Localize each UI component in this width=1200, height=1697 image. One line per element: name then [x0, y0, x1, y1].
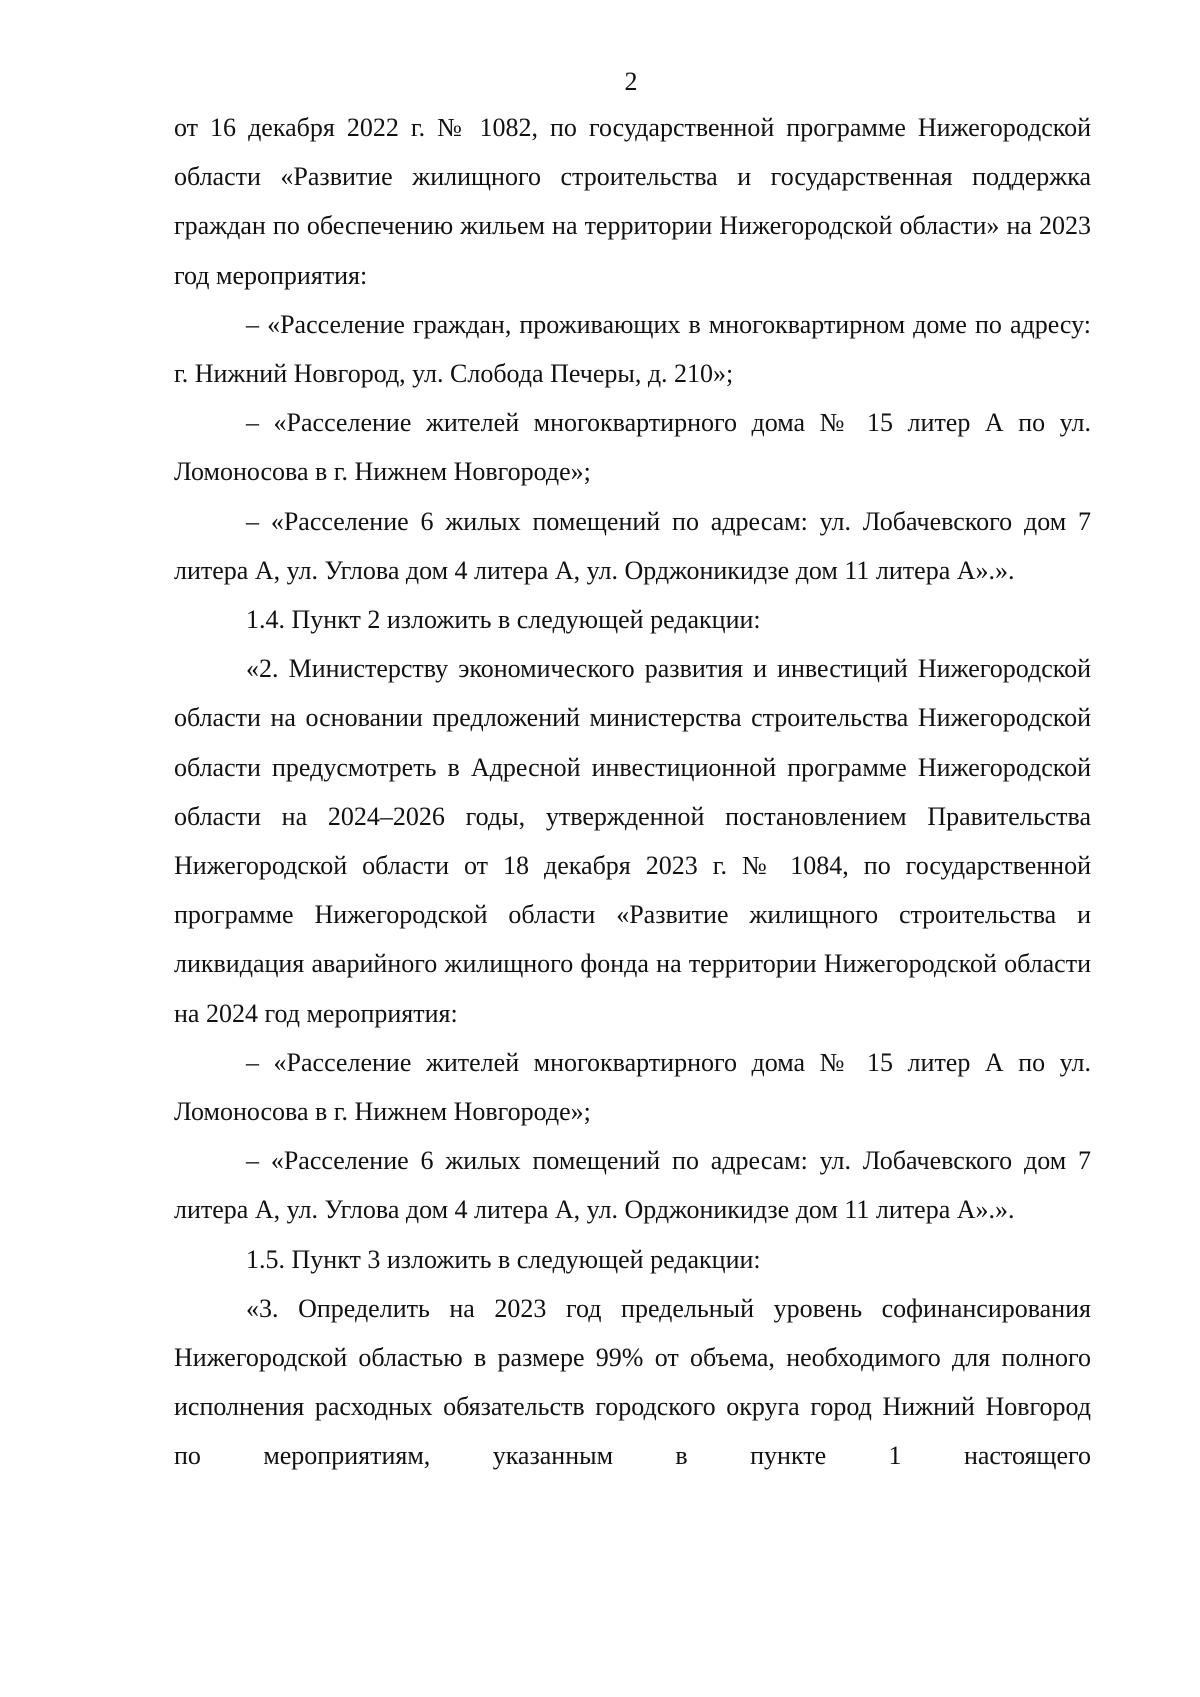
clause-2-text: «2. Министерству экономического развития и инвестиций Нижегородской области на основании предложений министерства строительства Нижегородской области предусмотреть в Адресной инвестиционной программе Нижегородской области на 2024–2026 годы, утвержденной постановлением Правительства Нижегородской области от 18 декабря 2023 г. № 1084, по государственной программе Нижегородской области «Развитие жилищного строительства и ликвидация аварийного жилищного фонда на территории Нижегородской области на 2024 год мероприятия: — [174, 654, 1091, 1028]
page-number: 2 — [624, 67, 638, 96]
clause-3-text: «3. Определить на 2023 год предельный уровень софинансирования Нижегородской областью в размере 99% от объема, необходимого для полного исполнения расходных обязательств городского округа город Нижний Новгород по мероприятиям, указанным в пункте 1 настоящего — [174, 1293, 1091, 1471]
list-item-resettlement-lomonosova-2: – «Расселение жителей многоквартирного дома № 15 литер А по ул. Ломоносова в г. Нижнем Новгороде»; — [174, 1047, 1091, 1127]
list-item-resettlement-lomonosova: – «Расселение жителей многоквартирного дома № 15 литер А по ул. Ломоносова в г. Нижнем Новгороде»; — [174, 408, 1091, 487]
list-item-resettlement-sloboda-pechery: – «Расселение граждан, проживающих в многоквартирном доме по адресу: г. Нижний Новгород, ул. Слобода Печеры, д. 210»; — [174, 309, 1091, 389]
clause-1-4-heading: 1.4. Пункт 2 изложить в следующей редакции: — [246, 605, 761, 635]
clause-1-5-heading: 1.5. Пункт 3 изложить в следующей редакции: — [246, 1244, 761, 1274]
list-item-resettlement-6-premises-2: – «Расселение 6 жилых помещений по адресам: ул. Лобачевского дом 7 литера А, ул. Углова дом 4 литера А, ул. Орджоникидзе дом 11 литера А».». — [174, 1146, 1091, 1225]
list-item-resettlement-6-premises: – «Расселение 6 жилых помещений по адресам: ул. Лобачевского дом 7 литера А, ул. Углова дом 4 литера А, ул. Орджоникидзе дом 11 литера А».». — [174, 506, 1091, 585]
document-body — [174, 103, 1091, 1481]
paragraph-continuation: от 16 декабря 2022 г. № 1082, по государственной программе Нижегородской области «Развитие жилищного строительства и государственная поддержка граждан по обеспечению жильем на территории Нижегородской области» на 2023 год мероприятия: — [174, 113, 1091, 290]
